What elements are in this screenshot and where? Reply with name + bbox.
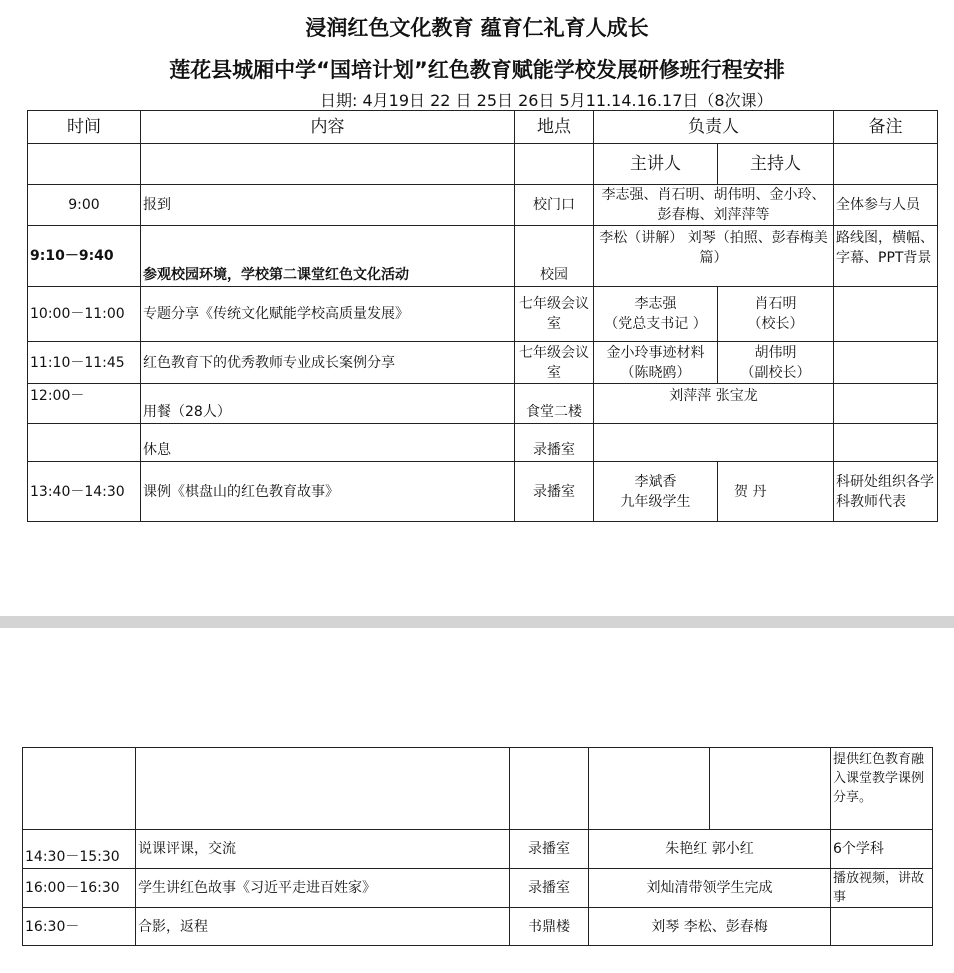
schedule-table-page2 bbox=[22, 747, 933, 946]
row-content: 说课评课，交流 bbox=[136, 830, 510, 869]
row-time bbox=[28, 424, 141, 462]
empty-cell bbox=[28, 144, 141, 185]
row-time: 16:30－ bbox=[23, 908, 136, 946]
empty-cell bbox=[141, 144, 515, 185]
row-time: 14:30－15:30 bbox=[23, 830, 136, 869]
table-row bbox=[28, 185, 938, 226]
row-place: 录播室 bbox=[515, 424, 594, 462]
row-responsible bbox=[594, 424, 834, 462]
host-name: 肖石明 bbox=[754, 296, 797, 312]
row-place: 录播室 bbox=[515, 462, 594, 522]
row-responsible: 朱艳红 郭小红 bbox=[589, 830, 831, 869]
row-remark bbox=[834, 287, 938, 342]
row-responsible: 刘琴 李松、彭春梅 bbox=[589, 908, 831, 946]
row-remark bbox=[831, 908, 933, 946]
row-time: 16:00－16:30 bbox=[23, 869, 136, 908]
row-time: 9:10－9:40 bbox=[28, 226, 141, 287]
header-speaker: 主讲人 bbox=[594, 144, 718, 185]
speaker-role: （陈晓鸥） bbox=[620, 364, 691, 381]
header-responsible: 负责人 bbox=[594, 111, 834, 144]
speaker-name: 李斌香 bbox=[634, 473, 677, 490]
row-time bbox=[23, 748, 136, 830]
row-content bbox=[136, 748, 510, 830]
row-remark: 全体参与人员 bbox=[834, 185, 938, 226]
row-place: 录播室 bbox=[510, 869, 589, 908]
row-remark: 6个学科 bbox=[831, 830, 933, 869]
header-place: 地点 bbox=[515, 111, 594, 144]
row-host: 贺 丹 bbox=[718, 462, 834, 522]
row-place: 七年级会议室 bbox=[515, 342, 594, 384]
row-remark: 提供红色教育融入课堂教学课例分享。 bbox=[831, 748, 933, 830]
row-content: 休息 bbox=[141, 424, 515, 462]
row-place: 校园 bbox=[515, 226, 594, 287]
empty-cell bbox=[589, 748, 710, 830]
row-content: 报到 bbox=[141, 185, 515, 226]
header-host: 主持人 bbox=[718, 144, 834, 185]
row-content: 红色教育下的优秀教师专业成长案例分享 bbox=[141, 342, 515, 384]
row-remark bbox=[834, 424, 938, 462]
table-row bbox=[23, 908, 933, 946]
speaker-role: （党总支书记 ） bbox=[604, 316, 707, 332]
host-name: 胡伟明 bbox=[754, 344, 797, 361]
table-subheader-row bbox=[28, 144, 938, 185]
header-remark: 备注 bbox=[834, 111, 938, 144]
page-break bbox=[0, 616, 954, 628]
row-place: 书鼎楼 bbox=[510, 908, 589, 946]
speaker-name: 金小玲事迹材料 bbox=[606, 344, 705, 361]
speaker-name: 李志强 bbox=[634, 296, 677, 312]
speaker-role: 九年级学生 bbox=[620, 493, 691, 510]
row-place bbox=[510, 748, 589, 830]
document-subtitle: 莲花县城厢中学“国培计划”红色教育赋能学校发展研修班行程安排 bbox=[169, 58, 785, 82]
row-place: 校门口 bbox=[515, 185, 594, 226]
row-place: 食堂二楼 bbox=[515, 384, 594, 424]
header-time: 时间 bbox=[28, 111, 141, 144]
row-speaker bbox=[594, 462, 718, 522]
empty-cell bbox=[515, 144, 594, 185]
table-row bbox=[28, 424, 938, 462]
row-remark: 播放视频，讲故事 bbox=[831, 869, 933, 908]
row-responsible: 李松（讲解） 刘琴（拍照、彭春梅美篇） bbox=[594, 226, 834, 287]
row-content: 参观校园环境，学校第二课堂红色文化活动 bbox=[141, 226, 515, 287]
row-responsible: 李志强、肖石明、胡伟明、金小玲、彭春梅、刘萍萍等 bbox=[594, 185, 834, 226]
host-role: （副校长） bbox=[740, 364, 811, 381]
row-place: 录播室 bbox=[510, 830, 589, 869]
schedule-table-page1 bbox=[27, 110, 938, 522]
table-row bbox=[23, 830, 933, 869]
row-remark bbox=[834, 342, 938, 384]
row-time: 13:40－14:30 bbox=[28, 462, 141, 522]
table-row bbox=[28, 462, 938, 522]
row-responsible: 刘灿清带领学生完成 bbox=[589, 869, 831, 908]
row-place: 七年级会议室 bbox=[515, 287, 594, 342]
table-row bbox=[28, 384, 938, 424]
empty-cell bbox=[834, 144, 938, 185]
date-line: 日期: 4月19日 22 日 25日 26日 5月11.14.16.17日（8次课） bbox=[320, 91, 773, 110]
row-content: 学生讲红色故事《习近平走进百姓家》 bbox=[136, 869, 510, 908]
table-row bbox=[28, 342, 938, 384]
row-time: 11:10－11:45 bbox=[28, 342, 141, 384]
empty-cell bbox=[710, 748, 831, 830]
document-title: 浸润红色文化教育 蕴育仁礼育人成长 bbox=[305, 16, 649, 40]
header-content: 内容 bbox=[141, 111, 515, 144]
table-row bbox=[28, 226, 938, 287]
row-content: 用餐（28人） bbox=[141, 384, 515, 424]
row-host bbox=[718, 342, 834, 384]
table-row bbox=[23, 869, 933, 908]
row-remark bbox=[834, 384, 938, 424]
row-time: 10:00－11:00 bbox=[28, 287, 141, 342]
row-content: 课例《棋盘山的红色教育故事》 bbox=[141, 462, 515, 522]
table-row bbox=[23, 748, 933, 830]
row-content: 合影，返程 bbox=[136, 908, 510, 946]
row-responsible: 刘萍萍 张宝龙 bbox=[594, 384, 834, 424]
row-content: 专题分享《传统文化赋能学校高质量发展》 bbox=[141, 287, 515, 342]
row-remark: 路线图，横幅、字幕、PPT背景 bbox=[834, 226, 938, 287]
row-remark: 科研处组织各学科教师代表 bbox=[834, 462, 938, 522]
row-time: 9:00 bbox=[28, 185, 141, 226]
row-speaker bbox=[594, 287, 718, 342]
row-speaker bbox=[594, 342, 718, 384]
table-row bbox=[28, 287, 938, 342]
row-host bbox=[718, 287, 834, 342]
table-header-row bbox=[28, 111, 938, 144]
row-time: 12:00－ bbox=[28, 384, 141, 424]
host-role: （校长） bbox=[747, 316, 804, 332]
